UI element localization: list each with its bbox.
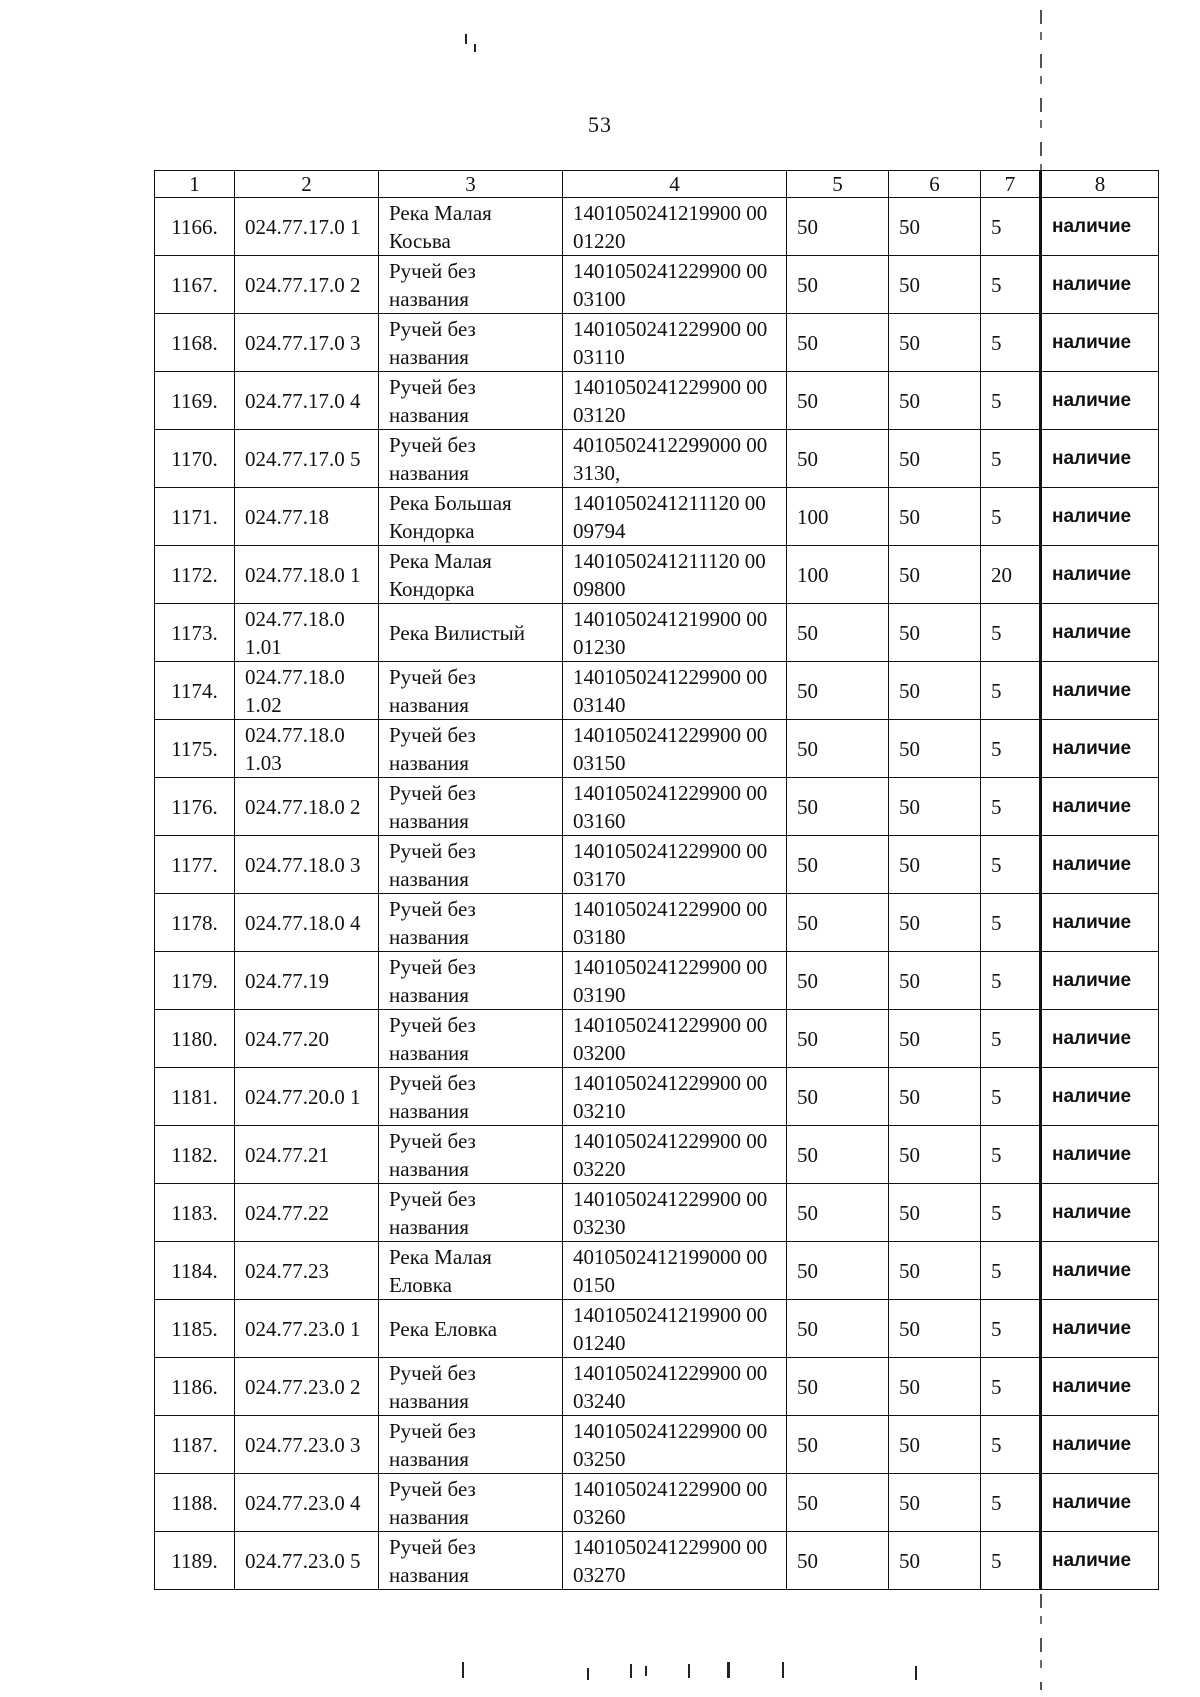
value-col-5: 50 bbox=[787, 1242, 889, 1300]
table-body bbox=[155, 198, 1159, 1590]
status-cell: наличие bbox=[1041, 488, 1159, 546]
registry-id: 4010502412199000 000150 bbox=[563, 1242, 787, 1300]
value-col-5: 50 bbox=[787, 894, 889, 952]
status-cell: наличие bbox=[1041, 1242, 1159, 1300]
value-col-7: 5 bbox=[981, 1184, 1041, 1242]
header-col-7: 7 bbox=[981, 171, 1041, 198]
object-name: Ручей без названия bbox=[379, 778, 563, 836]
header-col-2: 2 bbox=[235, 171, 379, 198]
value-col-5: 100 bbox=[787, 546, 889, 604]
table-row bbox=[155, 1416, 1159, 1474]
row-number: 1174. bbox=[155, 662, 235, 720]
value-col-7: 5 bbox=[981, 1068, 1041, 1126]
object-name: Река Большая Кондорка bbox=[379, 488, 563, 546]
registry-id: 1401050241229900 0003160 bbox=[563, 778, 787, 836]
registry-id: 1401050241229900 0003210 bbox=[563, 1068, 787, 1126]
row-number: 1178. bbox=[155, 894, 235, 952]
status-cell: наличие bbox=[1041, 198, 1159, 256]
table-row bbox=[155, 662, 1159, 720]
table-row bbox=[155, 488, 1159, 546]
scan-mark-footer bbox=[630, 1664, 632, 1678]
value-col-7: 5 bbox=[981, 952, 1041, 1010]
row-number: 1187. bbox=[155, 1416, 235, 1474]
value-col-6: 50 bbox=[889, 1184, 981, 1242]
water-objects-table bbox=[154, 170, 1159, 1590]
object-code: 024.77.18.0 3 bbox=[235, 836, 379, 894]
scan-mark-footer bbox=[782, 1662, 784, 1678]
value-col-6: 50 bbox=[889, 1126, 981, 1184]
status-cell: наличие bbox=[1041, 1358, 1159, 1416]
table-row bbox=[155, 1532, 1159, 1590]
object-code: 024.77.18.0 2 bbox=[235, 778, 379, 836]
value-col-5: 50 bbox=[787, 778, 889, 836]
scan-footer-marks bbox=[0, 1660, 1200, 1684]
row-number: 1171. bbox=[155, 488, 235, 546]
value-col-7: 5 bbox=[981, 1474, 1041, 1532]
object-code: 024.77.23.0 2 bbox=[235, 1358, 379, 1416]
row-number: 1169. bbox=[155, 372, 235, 430]
status-cell: наличие bbox=[1041, 1416, 1159, 1474]
status-cell: наличие bbox=[1041, 1532, 1159, 1590]
object-name: Ручей без названия bbox=[379, 1126, 563, 1184]
value-col-6: 50 bbox=[889, 1300, 981, 1358]
value-col-6: 50 bbox=[889, 314, 981, 372]
value-col-6: 50 bbox=[889, 198, 981, 256]
value-col-5: 50 bbox=[787, 662, 889, 720]
object-name: Ручей без названия bbox=[379, 1416, 563, 1474]
registry-id: 1401050241229900 0003240 bbox=[563, 1358, 787, 1416]
value-col-7: 5 bbox=[981, 1532, 1041, 1590]
registry-id: 1401050241229900 0003260 bbox=[563, 1474, 787, 1532]
value-col-7: 5 bbox=[981, 430, 1041, 488]
registry-id: 1401050241229900 0003170 bbox=[563, 836, 787, 894]
registry-id: 4010502412299000 003130, bbox=[563, 430, 787, 488]
object-name: Ручей без названия bbox=[379, 1532, 563, 1590]
table-row bbox=[155, 314, 1159, 372]
value-col-6: 50 bbox=[889, 894, 981, 952]
row-number: 1189. bbox=[155, 1532, 235, 1590]
registry-id: 1401050241211120 0009800 bbox=[563, 546, 787, 604]
object-code: 024.77.23.0 1 bbox=[235, 1300, 379, 1358]
value-col-7: 5 bbox=[981, 1300, 1041, 1358]
row-number: 1184. bbox=[155, 1242, 235, 1300]
status-cell: наличие bbox=[1041, 372, 1159, 430]
scan-mark-footer bbox=[688, 1664, 690, 1678]
value-col-6: 50 bbox=[889, 372, 981, 430]
table-row bbox=[155, 1358, 1159, 1416]
value-col-5: 50 bbox=[787, 430, 889, 488]
header-col-3: 3 bbox=[379, 171, 563, 198]
object-name: Ручей без названия bbox=[379, 952, 563, 1010]
object-name: Река Вилистый bbox=[379, 604, 563, 662]
status-cell: наличие bbox=[1041, 604, 1159, 662]
row-number: 1175. bbox=[155, 720, 235, 778]
table-row bbox=[155, 1068, 1159, 1126]
value-col-5: 50 bbox=[787, 314, 889, 372]
value-col-7: 20 bbox=[981, 546, 1041, 604]
value-col-6: 50 bbox=[889, 546, 981, 604]
table-row bbox=[155, 1010, 1159, 1068]
scan-mark-footer bbox=[587, 1668, 589, 1680]
value-col-6: 50 bbox=[889, 720, 981, 778]
status-cell: наличие bbox=[1041, 778, 1159, 836]
object-name: Ручей без названия bbox=[379, 1358, 563, 1416]
table-row bbox=[155, 372, 1159, 430]
object-code: 024.77.21 bbox=[235, 1126, 379, 1184]
registry-id: 1401050241229900 0003220 bbox=[563, 1126, 787, 1184]
value-col-7: 5 bbox=[981, 720, 1041, 778]
registry-id: 1401050241211120 0009794 bbox=[563, 488, 787, 546]
object-code: 024.77.18.0 1.02 bbox=[235, 662, 379, 720]
value-col-6: 50 bbox=[889, 836, 981, 894]
row-number: 1183. bbox=[155, 1184, 235, 1242]
object-code: 024.77.23 bbox=[235, 1242, 379, 1300]
registry-id: 1401050241229900 0003100 bbox=[563, 256, 787, 314]
table-row bbox=[155, 720, 1159, 778]
value-col-5: 50 bbox=[787, 1416, 889, 1474]
value-col-5: 50 bbox=[787, 836, 889, 894]
scan-mark-top bbox=[465, 34, 467, 44]
value-col-7: 5 bbox=[981, 1010, 1041, 1068]
value-col-7: 5 bbox=[981, 1416, 1041, 1474]
status-cell: наличие bbox=[1041, 1126, 1159, 1184]
value-col-6: 50 bbox=[889, 1242, 981, 1300]
row-number: 1182. bbox=[155, 1126, 235, 1184]
table-row bbox=[155, 256, 1159, 314]
value-col-5: 100 bbox=[787, 488, 889, 546]
value-col-6: 50 bbox=[889, 430, 981, 488]
table-row bbox=[155, 1184, 1159, 1242]
registry-id: 1401050241229900 0003150 bbox=[563, 720, 787, 778]
value-col-5: 50 bbox=[787, 256, 889, 314]
row-number: 1167. bbox=[155, 256, 235, 314]
registry-id: 1401050241229900 0003190 bbox=[563, 952, 787, 1010]
value-col-6: 50 bbox=[889, 952, 981, 1010]
object-code: 024.77.22 bbox=[235, 1184, 379, 1242]
row-number: 1170. bbox=[155, 430, 235, 488]
row-number: 1186. bbox=[155, 1358, 235, 1416]
value-col-5: 50 bbox=[787, 1474, 889, 1532]
status-cell: наличие bbox=[1041, 1010, 1159, 1068]
object-code: 024.77.17.0 5 bbox=[235, 430, 379, 488]
registry-id: 1401050241229900 0003120 bbox=[563, 372, 787, 430]
value-col-6: 50 bbox=[889, 1416, 981, 1474]
status-cell: наличие bbox=[1041, 1068, 1159, 1126]
status-cell: наличие bbox=[1041, 1474, 1159, 1532]
object-code: 024.77.23.0 5 bbox=[235, 1532, 379, 1590]
value-col-7: 5 bbox=[981, 256, 1041, 314]
status-cell: наличие bbox=[1041, 314, 1159, 372]
object-name: Ручей без названия bbox=[379, 1010, 563, 1068]
value-col-7: 5 bbox=[981, 1126, 1041, 1184]
object-name: Ручей без названия bbox=[379, 894, 563, 952]
value-col-5: 50 bbox=[787, 1300, 889, 1358]
status-cell: наличие bbox=[1041, 1184, 1159, 1242]
object-name: Ручей без названия bbox=[379, 372, 563, 430]
object-code: 024.77.23.0 3 bbox=[235, 1416, 379, 1474]
value-col-6: 50 bbox=[889, 604, 981, 662]
scan-mark-footer bbox=[727, 1662, 730, 1678]
header-col-6: 6 bbox=[889, 171, 981, 198]
row-number: 1168. bbox=[155, 314, 235, 372]
value-col-5: 50 bbox=[787, 198, 889, 256]
scan-mark-footer bbox=[645, 1666, 647, 1676]
table-row bbox=[155, 778, 1159, 836]
value-col-5: 50 bbox=[787, 604, 889, 662]
status-cell: наличие bbox=[1041, 662, 1159, 720]
value-col-6: 50 bbox=[889, 1358, 981, 1416]
object-name: Река Еловка bbox=[379, 1300, 563, 1358]
value-col-7: 5 bbox=[981, 1242, 1041, 1300]
object-code: 024.77.18.0 4 bbox=[235, 894, 379, 952]
registry-id: 1401050241219900 0001240 bbox=[563, 1300, 787, 1358]
row-number: 1179. bbox=[155, 952, 235, 1010]
value-col-6: 50 bbox=[889, 778, 981, 836]
value-col-7: 5 bbox=[981, 836, 1041, 894]
table-row bbox=[155, 1474, 1159, 1532]
object-code: 024.77.17.0 2 bbox=[235, 256, 379, 314]
value-col-5: 50 bbox=[787, 1358, 889, 1416]
value-col-6: 50 bbox=[889, 488, 981, 546]
registry-id: 1401050241229900 0003140 bbox=[563, 662, 787, 720]
registry-id: 1401050241219900 0001230 bbox=[563, 604, 787, 662]
status-cell: наличие bbox=[1041, 430, 1159, 488]
value-col-6: 50 bbox=[889, 1010, 981, 1068]
row-number: 1166. bbox=[155, 198, 235, 256]
value-col-7: 5 bbox=[981, 604, 1041, 662]
object-code: 024.77.18.0 1 bbox=[235, 546, 379, 604]
value-col-7: 5 bbox=[981, 372, 1041, 430]
object-code: 024.77.17.0 3 bbox=[235, 314, 379, 372]
status-cell: наличие bbox=[1041, 1300, 1159, 1358]
status-cell: наличие bbox=[1041, 256, 1159, 314]
value-col-7: 5 bbox=[981, 488, 1041, 546]
row-number: 1176. bbox=[155, 778, 235, 836]
registry-id: 1401050241219900 0001220 bbox=[563, 198, 787, 256]
registry-id: 1401050241229900 0003180 bbox=[563, 894, 787, 952]
status-cell: наличие bbox=[1041, 894, 1159, 952]
page-number: 53 bbox=[588, 112, 612, 137]
object-name: Ручей без названия bbox=[379, 1474, 563, 1532]
status-cell: наличие bbox=[1041, 720, 1159, 778]
status-cell: наличие bbox=[1041, 836, 1159, 894]
value-col-6: 50 bbox=[889, 1532, 981, 1590]
value-col-5: 50 bbox=[787, 1010, 889, 1068]
row-number: 1188. bbox=[155, 1474, 235, 1532]
table-row bbox=[155, 1126, 1159, 1184]
value-col-7: 5 bbox=[981, 1358, 1041, 1416]
header-col-4: 4 bbox=[563, 171, 787, 198]
row-number: 1181. bbox=[155, 1068, 235, 1126]
registry-id: 1401050241229900 0003270 bbox=[563, 1532, 787, 1590]
object-code: 024.77.18 bbox=[235, 488, 379, 546]
object-name: Ручей без названия bbox=[379, 720, 563, 778]
scan-mark-top-2 bbox=[474, 44, 476, 52]
table-row bbox=[155, 836, 1159, 894]
object-code: 024.77.23.0 4 bbox=[235, 1474, 379, 1532]
status-cell: наличие bbox=[1041, 546, 1159, 604]
row-number: 1185. bbox=[155, 1300, 235, 1358]
object-code: 024.77.20 bbox=[235, 1010, 379, 1068]
object-name: Ручей без названия bbox=[379, 1184, 563, 1242]
registry-id: 1401050241229900 0003230 bbox=[563, 1184, 787, 1242]
table-row bbox=[155, 1300, 1159, 1358]
value-col-7: 5 bbox=[981, 198, 1041, 256]
value-col-5: 50 bbox=[787, 1532, 889, 1590]
object-name: Ручей без названия bbox=[379, 836, 563, 894]
value-col-5: 50 bbox=[787, 952, 889, 1010]
table-row bbox=[155, 198, 1159, 256]
table-row bbox=[155, 1242, 1159, 1300]
object-name: Ручей без названия bbox=[379, 256, 563, 314]
registry-id: 1401050241229900 0003200 bbox=[563, 1010, 787, 1068]
value-col-5: 50 bbox=[787, 1068, 889, 1126]
registry-id: 1401050241229900 0003250 bbox=[563, 1416, 787, 1474]
header-col-1: 1 bbox=[155, 171, 235, 198]
value-col-6: 50 bbox=[889, 662, 981, 720]
object-code: 024.77.17.0 1 bbox=[235, 198, 379, 256]
table-row bbox=[155, 430, 1159, 488]
scan-mark-footer bbox=[462, 1662, 464, 1678]
value-col-7: 5 bbox=[981, 314, 1041, 372]
value-col-6: 50 bbox=[889, 1474, 981, 1532]
row-number: 1172. bbox=[155, 546, 235, 604]
object-code: 024.77.17.0 4 bbox=[235, 372, 379, 430]
object-code: 024.77.18.0 1.03 bbox=[235, 720, 379, 778]
value-col-7: 5 bbox=[981, 894, 1041, 952]
object-code: 024.77.19 bbox=[235, 952, 379, 1010]
header-col-5: 5 bbox=[787, 171, 889, 198]
value-col-6: 50 bbox=[889, 256, 981, 314]
row-number: 1180. bbox=[155, 1010, 235, 1068]
object-code: 024.77.18.0 1.01 bbox=[235, 604, 379, 662]
row-number: 1173. bbox=[155, 604, 235, 662]
table-row bbox=[155, 546, 1159, 604]
value-col-5: 50 bbox=[787, 1184, 889, 1242]
object-name: Ручей без названия bbox=[379, 662, 563, 720]
table-header-row bbox=[155, 171, 1159, 198]
registry-id: 1401050241229900 0003110 bbox=[563, 314, 787, 372]
object-name: Ручей без названия bbox=[379, 314, 563, 372]
value-col-5: 50 bbox=[787, 372, 889, 430]
value-col-7: 5 bbox=[981, 662, 1041, 720]
table-row bbox=[155, 894, 1159, 952]
status-cell: наличие bbox=[1041, 952, 1159, 1010]
object-name: Река Малая Косьва bbox=[379, 198, 563, 256]
object-name: Ручей без названия bbox=[379, 430, 563, 488]
value-col-5: 50 bbox=[787, 1126, 889, 1184]
object-name: Ручей без названия bbox=[379, 1068, 563, 1126]
value-col-7: 5 bbox=[981, 778, 1041, 836]
value-col-6: 50 bbox=[889, 1068, 981, 1126]
row-number: 1177. bbox=[155, 836, 235, 894]
header-col-8: 8 bbox=[1041, 171, 1159, 198]
table-row bbox=[155, 952, 1159, 1010]
value-col-5: 50 bbox=[787, 720, 889, 778]
object-code: 024.77.20.0 1 bbox=[235, 1068, 379, 1126]
scan-mark-footer bbox=[915, 1666, 917, 1680]
object-name: Река Малая Кондорка bbox=[379, 546, 563, 604]
object-name: Река Малая Еловка bbox=[379, 1242, 563, 1300]
table-row bbox=[155, 604, 1159, 662]
